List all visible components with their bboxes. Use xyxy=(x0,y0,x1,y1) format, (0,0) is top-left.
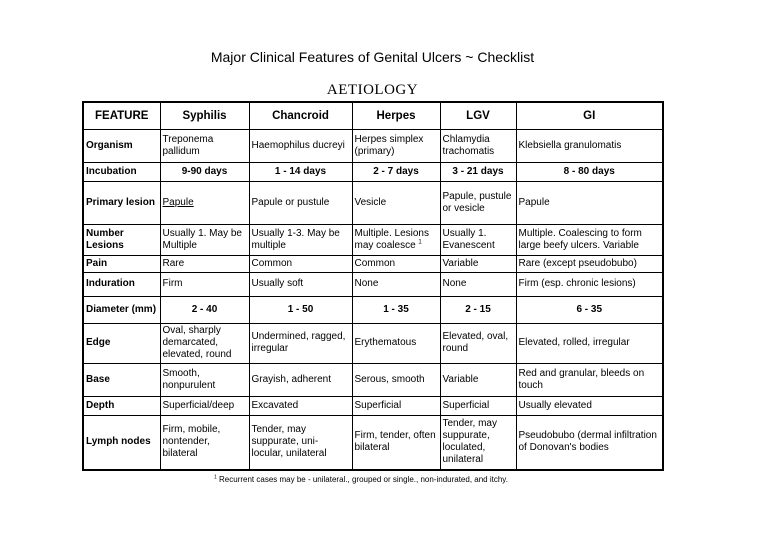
table-row-incubation xyxy=(83,162,663,181)
table-cell: Variable xyxy=(440,255,516,272)
table-cell: Tender, may suppurate, loculated, unilateral xyxy=(440,415,516,470)
feature-label: Primary lesion xyxy=(83,181,160,224)
table-cell: 3 - 21 days xyxy=(440,162,516,181)
column-header-lgv: LGV xyxy=(440,102,516,129)
table-header-row xyxy=(83,102,663,129)
table-cell: Usually 1-3. May be multiple xyxy=(249,224,352,255)
table-cell: Tender, may suppurate, uni-locular, unilateral xyxy=(249,415,352,470)
feature-label: Pain xyxy=(83,255,160,272)
table-cell: Common xyxy=(352,255,440,272)
feature-label: Depth xyxy=(83,396,160,415)
column-header-chancroid: Chancroid xyxy=(249,102,352,129)
table-cell: Rare (except pseudobubo) xyxy=(516,255,663,272)
feature-label: Diameter (mm) xyxy=(83,296,160,323)
table-row-organism xyxy=(83,129,663,162)
table-row-induration xyxy=(83,272,663,296)
footnote-text: Recurrent cases may be - unilateral., grouped or single., non-indurated, and itchy. xyxy=(219,475,508,484)
table-cell: Elevated, rolled, irregular xyxy=(516,323,663,363)
table-cell: Erythematous xyxy=(352,323,440,363)
table-cell: None xyxy=(440,272,516,296)
footnote-marker: 1 xyxy=(418,239,422,246)
feature-label: Base xyxy=(83,363,160,396)
table-cell: Firm xyxy=(160,272,249,296)
table-cell: Rare xyxy=(160,255,249,272)
underlined-text: Papule xyxy=(162,196,194,208)
table-cell: 9-90 days xyxy=(160,162,249,181)
table-cell: Multiple. Coalescing to form large beefy ulcers. Variable xyxy=(516,224,663,255)
table-cell: Excavated xyxy=(249,396,352,415)
table-cell: Variable xyxy=(440,363,516,396)
table-cell: Chlamydia trachomatis xyxy=(440,129,516,162)
table-cell: Serous, smooth xyxy=(352,363,440,396)
table-cell: Pseudobubo (dermal infiltration of Donovan's bodies xyxy=(516,415,663,470)
table-cell: 1 - 50 xyxy=(249,296,352,323)
table-cell: Papule xyxy=(516,181,663,224)
table-cell: Vesicle xyxy=(352,181,440,224)
table-cell: Papule or pustule xyxy=(249,181,352,224)
table-cell: Elevated, oval, round xyxy=(440,323,516,363)
table-cell xyxy=(352,224,440,255)
table-cell xyxy=(160,181,249,224)
table-cell: None xyxy=(352,272,440,296)
cell-text: Multiple. Lesions may coalesce xyxy=(354,227,429,251)
table-cell: Firm (esp. chronic lesions) xyxy=(516,272,663,296)
table-row-primary-lesion xyxy=(83,181,663,224)
table-cell: 2 - 40 xyxy=(160,296,249,323)
table-cell: Herpes simplex (primary) xyxy=(352,129,440,162)
table-cell: 1 - 35 xyxy=(352,296,440,323)
feature-label: Lymph nodes xyxy=(83,415,160,470)
table-cell: Usually elevated xyxy=(516,396,663,415)
table-cell: 6 - 35 xyxy=(516,296,663,323)
table-row-diameter xyxy=(83,296,663,323)
table-row-number-lesions xyxy=(83,224,663,255)
footnote xyxy=(214,475,508,484)
feature-label: Number Lesions xyxy=(83,224,160,255)
table-row-pain xyxy=(83,255,663,272)
footnote-marker: 1 xyxy=(214,474,217,481)
column-header-herpes: Herpes xyxy=(352,102,440,129)
page-title: Major Clinical Features of Genital Ulcers ~ Checklist xyxy=(210,49,535,65)
column-header-gi: GI xyxy=(516,102,663,129)
table-row-base xyxy=(83,363,663,396)
feature-label: Edge xyxy=(83,323,160,363)
table-cell: Klebsiella granulomatis xyxy=(516,129,663,162)
table-cell: Oval, sharply demarcated, elevated, round xyxy=(160,323,249,363)
table-cell: Red and granular, bleeds on touch xyxy=(516,363,663,396)
table-cell: Superficial/deep xyxy=(160,396,249,415)
table-cell: Treponema pallidum xyxy=(160,129,249,162)
feature-label: Organism xyxy=(83,129,160,162)
table-cell: Superficial xyxy=(352,396,440,415)
table-cell: Undermined, ragged, irregular xyxy=(249,323,352,363)
table-cell: 2 - 7 days xyxy=(352,162,440,181)
feature-label: Incubation xyxy=(83,162,160,181)
column-header-feature: FEATURE xyxy=(83,102,160,129)
table-cell: Usually 1. Evanescent xyxy=(440,224,516,255)
table-cell: 2 - 15 xyxy=(440,296,516,323)
table-row-edge xyxy=(83,323,663,363)
table-cell: 1 - 14 days xyxy=(249,162,352,181)
table-cell: Superficial xyxy=(440,396,516,415)
table-cell: Papule, pustule or vesicle xyxy=(440,181,516,224)
table-cell: Firm, mobile, nontender, bilateral xyxy=(160,415,249,470)
table-cell: Usually soft xyxy=(249,272,352,296)
feature-label: Induration xyxy=(83,272,160,296)
table-cell: Firm, tender, often bilateral xyxy=(352,415,440,470)
table-cell: Common xyxy=(249,255,352,272)
table-cell: Haemophilus ducreyi xyxy=(249,129,352,162)
genital-ulcers-table xyxy=(82,101,664,471)
table-cell: 8 - 80 days xyxy=(516,162,663,181)
table-subtitle: AETIOLOGY xyxy=(326,82,419,98)
table-row-depth xyxy=(83,396,663,415)
column-header-syphilis: Syphilis xyxy=(160,102,249,129)
table-cell: Grayish, adherent xyxy=(249,363,352,396)
table-cell: Smooth, nonpurulent xyxy=(160,363,249,396)
table-cell: Usually 1. May be Multiple xyxy=(160,224,249,255)
table-row-lymph-nodes xyxy=(83,415,663,470)
